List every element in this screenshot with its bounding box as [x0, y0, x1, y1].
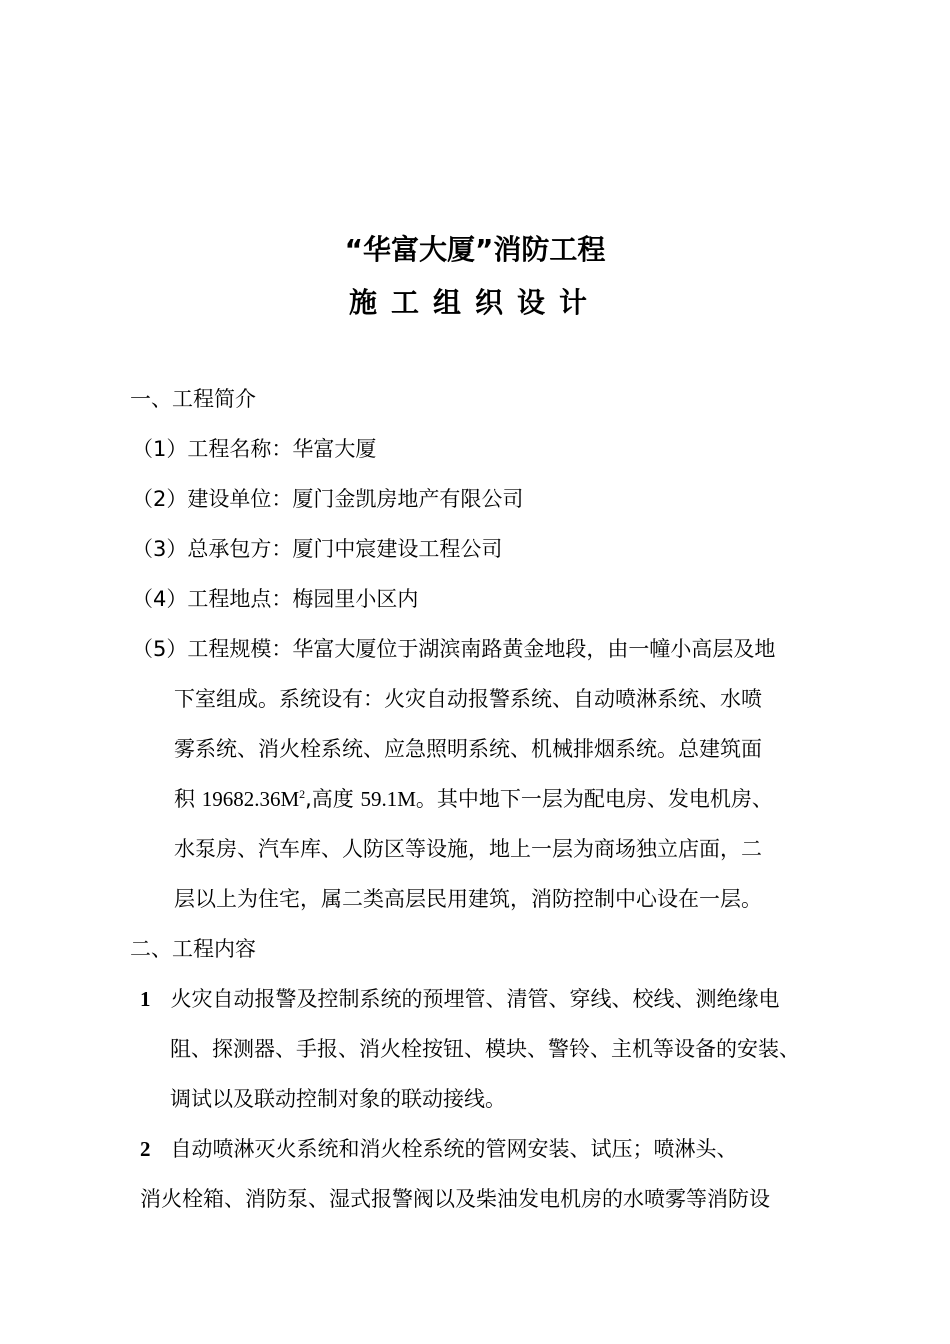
content-item-1: [140, 984, 780, 1014]
item-location: （4）工程地点：梅园里小区内: [132, 587, 419, 611]
item-scale-line: [174, 784, 773, 814]
item-text: 自动喷淋灭火系统和消火栓系统的管网安装、试压；喷淋头、: [170, 1137, 738, 1161]
text-fragment: ,高度: [305, 787, 361, 811]
area-unit-superscript: 2: [299, 787, 306, 801]
content-item-1-line: 调试以及联动控制对象的联动接线。: [170, 1087, 506, 1111]
item-scale-line: 层以上为住宅，属二类高层民用建筑，消防控制中心设在一层。: [174, 887, 762, 911]
item-contractor: （3）总承包方：厦门中宸建设工程公司: [132, 537, 503, 561]
item-scale-line: 雾系统、消火栓系统、应急照明系统、机械排烟系统。总建筑面: [174, 737, 762, 761]
document-title: “华富大厦”消防工程: [344, 233, 606, 266]
content-item-1-line: 阻、探测器、手报、消火栓按钮、模块、警铃、主机等设备的安装、: [170, 1037, 800, 1061]
document-subtitle: 施工组织设计: [348, 286, 601, 319]
item-number: 1: [140, 987, 151, 1011]
item-text: 火灾自动报警及控制系统的预埋管、清管、穿线、校线、测绝缘电: [170, 987, 780, 1011]
area-value: 19682.36M: [201, 787, 300, 811]
item-scale-line: 水泵房、汽车库、人防区等设施，地上一层为商场独立店面，二: [174, 837, 762, 861]
content-item-2: [140, 1134, 738, 1164]
item-number: 2: [140, 1137, 151, 1161]
item-scale-line: 下室组成。系统设有：火灾自动报警系统、自动喷淋系统、水喷: [174, 687, 762, 711]
content-item-2-line: 消火栓箱、消防泵、湿式报警阀以及柴油发电机房的水喷雾等消防设: [140, 1187, 770, 1211]
item-developer: （2）建设单位：厦门金凯房地产有限公司: [132, 487, 524, 511]
height-value: 59.1M: [360, 787, 416, 811]
section-heading-content: 二、工程内容: [130, 937, 256, 961]
item-project-name: （1）工程名称：华富大厦: [132, 437, 377, 461]
text-fragment: 积: [174, 787, 202, 811]
section-heading-intro: 一、工程简介: [130, 387, 256, 411]
item-scale-line: （5）工程规模：华富大厦位于湖滨南路黄金地段，由一幢小高层及地: [132, 637, 776, 661]
text-fragment: 。其中地下一层为配电房、发电机房、: [415, 787, 773, 811]
